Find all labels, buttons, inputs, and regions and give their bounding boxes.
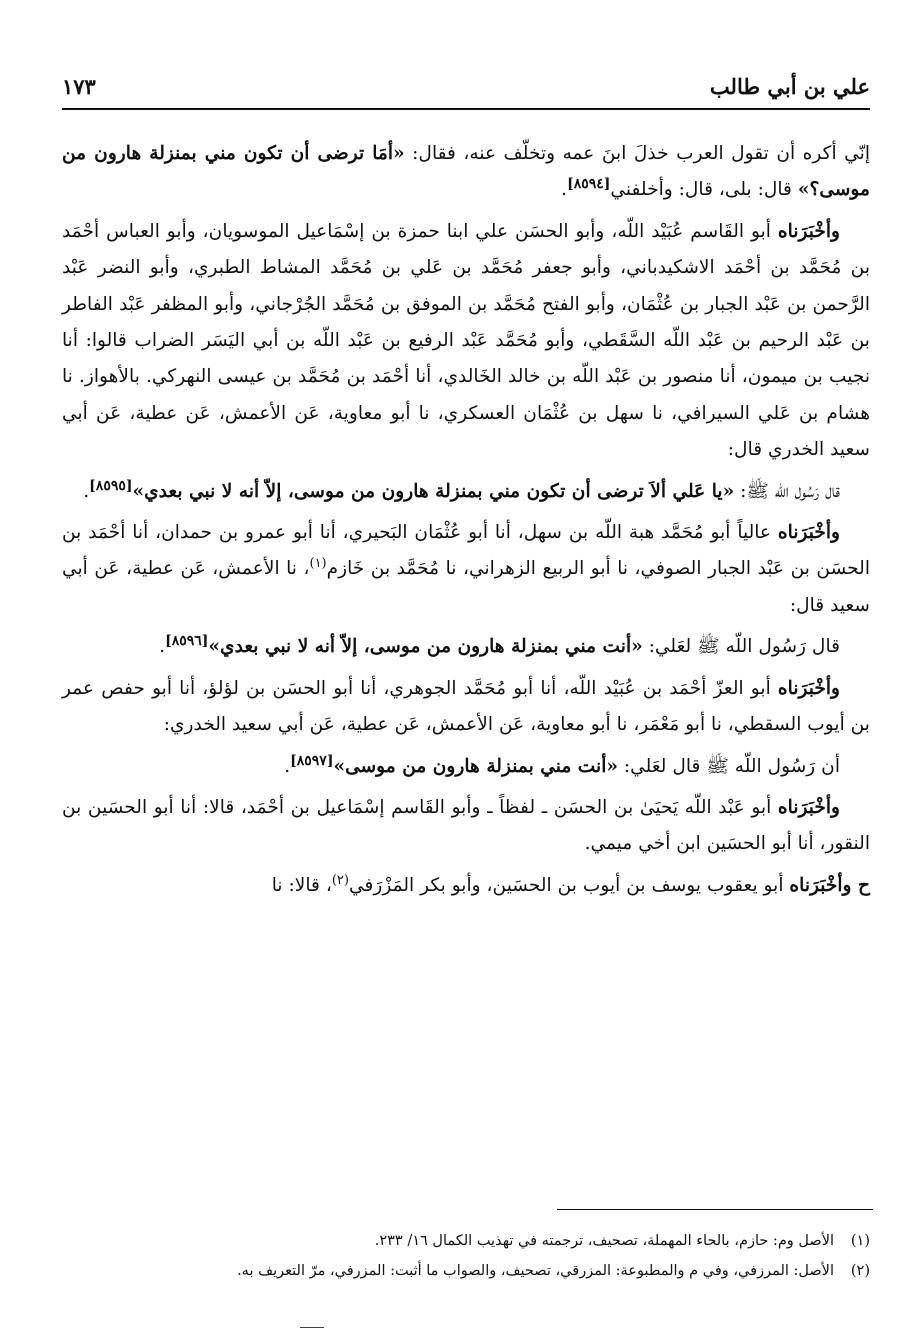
hadith-number: [٨٥٩٤] [567,176,611,193]
footnote-number: (١) [850,1233,870,1249]
footnote-text: الأصل وم: حازم، بالحاء المهملة، تصحيف، ترجمته في تهذيب الكمال ١٦/ ٢٣٣. [374,1233,834,1249]
isnad-text: عالياً أبو مُحَمَّد هبة اللّه بن سهل، أنا أبو عُثْمَان البَحيري، أنا أبو عمرو بن حمدان، أنا أحْمَد بن الحسَن بن عَبْد الجبار الصوفي، نا أبو الربيع الزهراني، نا مُحَمَّد بن خَازم [62,522,870,580]
isnad-text: ، قالا: نا [271,874,332,896]
narration-keyword: وأخْبَرَناه [777,796,840,818]
text: قال رَسُول اللّه ﷺ: [734,480,840,502]
hadith-quote: «يا عَلي ألاَ ترضى أن تكون مني بمنزلة هارون من موسى، إلاّ أنه لا نبي بعدي» [132,480,735,502]
paragraph-4 [62,515,870,624]
main-text [62,136,870,909]
narration-keyword: وأخْبَرَناه [777,522,840,544]
hadith-number: [٨٥٩٦] [165,633,209,650]
footnote-1 [62,1226,870,1256]
period: . [561,179,568,201]
footnote-text: الأصل: المرزفي، وفي م والمطبوعة: المزرقي، تصحيف، والصواب ما أثبت: المزرفي، مرّ التعريف به. [237,1263,834,1279]
hadith-number: [٨٥٩٥] [89,477,133,494]
page-header [62,68,870,110]
narration-keyword: وأخْبَرَناه [777,677,840,699]
isnad-text: أبو القَاسم عُبَيْد اللّه، وأبو الحسَن علي ابنا حمزة بن إسْمَاعيل الموسويان، وأبو العباس أحْمَد بن مُحَمَّد بن أحْمَد الاشكيدباني، وأبو جعفر مُحَمَّد بن عَلي بن مُحَمَّد المشاط الطبري، وأبو النضر عَبْد الرَّحمن بن عَبْد الجبار بن عُثْمَان، وأبو الفتح مُحَمَّد بن الموفق بن مُحَمَّد الجُرْجاني، وأبو المظفر عَبْد الفاطر بن عَبْد الرحيم بن عَبْد اللّه السَّقَطي، وأبو مُحَمَّد عَبْد الرفيع بن عَبْد اللّه بن أبي اليَسَر الضراب قالوا: أنا نجيب بن ميمون، أنا منصور بن عَبْد اللّه بن خالد الخَالدي، أنا أحْمَد بن مُحَمَّد بن عيسى النهركي. بالأهواز. نا هشام بن عَلي السيرافي، نا سهل بن عُثْمَان العسكري، نا أبو معاوية، عَن الأعمش، عَن عطية، عَن أبي سعيد الخدري قال: [62,220,870,461]
paragraph-8 [62,790,870,863]
isnad-text: أبو يعقوب يوسف بن أيوب بن الحسَين، وأبو بكر المَزْرَفي [348,874,790,896]
paragraph-6 [62,671,870,744]
hadith-number: [٨٥٩٧] [290,752,334,769]
footnote-marker: (١) [309,556,327,572]
period: . [284,755,291,777]
paragraph-5 [62,629,870,665]
text: إنّي أكره أن تقول العرب خذلَ ابنَ عمه وتخلّف عنه، فقال: [404,143,870,164]
narration-keyword: وأخْبَرَناه [789,874,852,896]
footnote-2 [62,1256,870,1286]
period: . [159,636,166,658]
period: . [83,480,90,502]
isnad-text: ، نا الأعمش، عَن عطية، عَن أبي سعيد قال: [62,558,870,616]
running-head: علي بن أبي طالب [709,74,870,99]
text: أن رَسُول اللّه ﷺ قال لعَلي: [618,755,840,777]
page-number: ١٧٣ [62,74,96,99]
paragraph-3 [62,474,870,510]
paragraph-1 [62,136,870,209]
paragraph-7 [62,749,870,785]
text: قال: بلى، قال: وأخلفني [610,179,798,201]
isnad-text: أبو عَبْد اللّه يَحيَىٰ بن الحسَن ـ لفظاً ـ وأبو القَاسم إسْمَاعيل بن أحْمَد، قالا: أنا أبو الحسَين بن النقور، أنا أبو الحسَين ابن أخي ميمي. [62,796,870,855]
hadith-quote: «أنت مني بمنزلة هارون من موسى، إلاّ أنه لا نبي بعدي» [208,636,643,658]
paragraph-2 [62,214,870,469]
footnote-divider [557,1209,873,1210]
hadith-quote: «أمَا ترضى أن تكون مني بمنزلة هارون من موسى؟» [62,143,870,201]
paragraph-9 [62,868,870,904]
footnotes [62,1226,870,1286]
text: قال رَسُول اللّه ﷺ لعَلي: [642,636,840,658]
isnad-text: أبو العزّ أحْمَد بن عُبَيْد اللّه، أنا أبو مُحَمَّد الجوهري، أنا أبو الحسَن بن لؤلؤ، أنا أبو حفص عمر بن أيوب السقطي، نا أبو مَعْمَر، نا أبو معاوية، عَن الأعمش، عَن عطية، عَن أبي سعيد الخدري: [62,677,870,736]
footnote-marker: (٢) [331,872,349,888]
tahwil-mark: ح [851,874,870,896]
narration-keyword: وأخْبَرَناه [777,220,840,242]
footnote-number: (٢) [850,1263,870,1279]
hadith-quote: «أنت مني بمنزلة هارون من موسى» [333,755,618,777]
bottom-mark [300,1327,324,1328]
